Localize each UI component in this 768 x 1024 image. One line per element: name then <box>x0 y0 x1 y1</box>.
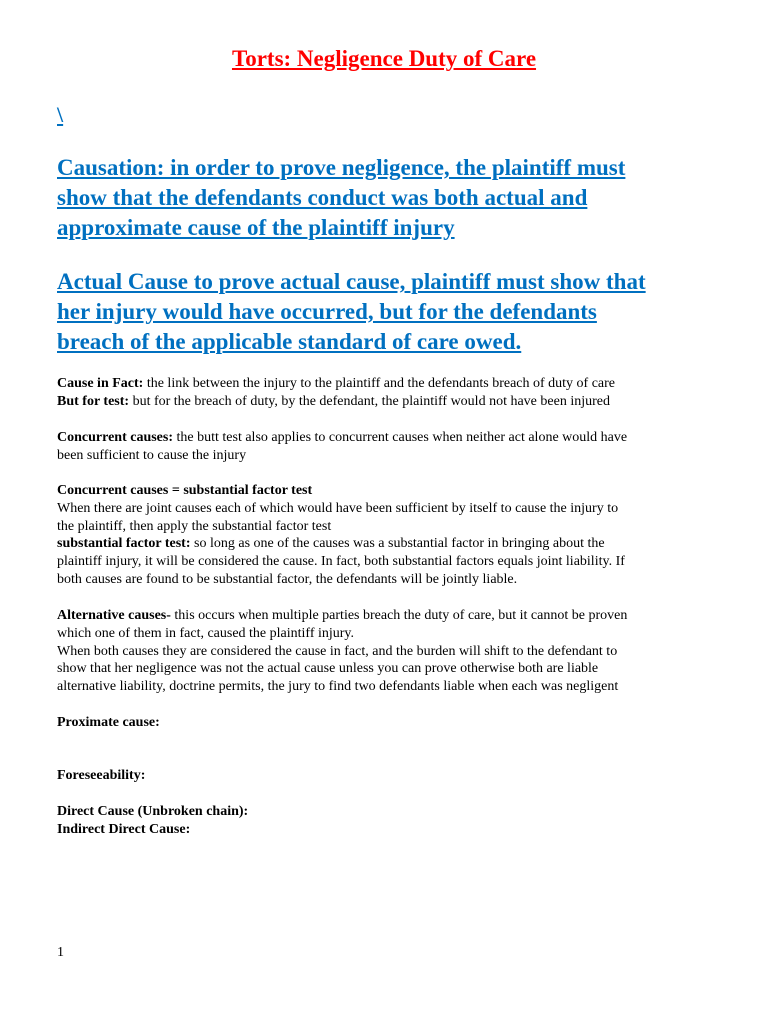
substantial-factor-test-label: substantial factor test: <box>57 536 191 552</box>
substantial-factor-heading-text: Concurrent causes = substantial factor test <box>57 483 313 498</box>
direct-cause-heading <box>57 803 737 821</box>
alternative-causes-line <box>57 607 737 625</box>
alternative-causes-paragraph <box>57 607 737 696</box>
cause-in-fact-text: the link between the injury to the plaintiff and the defendants breach of duty of care <box>143 376 616 391</box>
concurrent-causes-paragraph <box>57 429 737 465</box>
concurrent-causes-text: the butt test also applies to concurrent causes when neither act alone would have <box>173 430 628 445</box>
substantial-factor-test-line: plaintiff injury, it will be considered the cause. In fact, both substantial factors equals joint liability. If <box>57 554 625 570</box>
alternative-causes-line: alternative liability, doctrine permits, the jury to find two defendants liable when each was negligent <box>57 679 619 695</box>
but-for-test-line <box>57 393 737 411</box>
indirect-direct-cause-text: Indirect Direct Cause: <box>57 821 191 837</box>
cause-in-fact-line <box>57 375 737 393</box>
substantial-factor-test-line <box>57 535 737 553</box>
actual-cause-heading-line: her injury would have occurred, but for the defendants <box>57 299 597 324</box>
proximate-cause-heading <box>57 714 737 732</box>
page-number: 1 <box>57 945 64 960</box>
concurrent-causes-line <box>57 429 737 447</box>
causation-heading-line: Causation: in order to prove negligence, the plaintiff must <box>57 155 626 180</box>
backslash-mark: \ <box>57 102 64 127</box>
document-title: Torts: Negligence Duty of Care <box>231 46 537 71</box>
joint-causes-line: When there are joint causes each of which would have been sufficient by itself to cause the injury to <box>57 500 619 516</box>
joint-causes-line: the plaintiff, then apply the substantial factor test <box>57 518 332 534</box>
alternative-causes-line: When both causes they are considered the cause in fact, and the burden will shift to the defendant to <box>57 643 618 659</box>
causation-heading <box>57 153 737 243</box>
actual-cause-heading <box>57 267 737 357</box>
substantial-factor-test-text: so long as one of the causes was a substantial factor in bringing about the <box>190 536 605 552</box>
cause-in-fact-paragraph <box>57 375 737 411</box>
cause-in-fact-label: Cause in Fact: <box>57 376 144 391</box>
proximate-cause-text: Proximate cause: <box>57 715 160 730</box>
foreseeability-heading <box>57 767 737 785</box>
actual-cause-heading-line: Actual Cause to prove actual cause, plaintiff must show that <box>57 269 646 294</box>
foreseeability-text: Foreseeability: <box>57 768 146 783</box>
but-for-test-label: But for test: <box>57 393 130 409</box>
alternative-causes-text: this occurs when multiple parties breach the duty of care, but it cannot be proven <box>170 608 628 623</box>
causation-heading-line: approximate cause of the plaintiff injury <box>57 215 455 240</box>
substantial-factor-heading <box>57 482 737 500</box>
but-for-test-text: but for the breach of duty, by the defendant, the plaintiff would not have been injured <box>129 393 610 409</box>
alternative-causes-label: Alternative causes- <box>57 608 171 623</box>
causation-heading-line: show that the defendants conduct was both actual and <box>57 185 588 210</box>
substantial-factor-paragraph <box>57 482 737 589</box>
alternative-causes-line: which one of them in fact, caused the plaintiff injury. <box>57 625 355 641</box>
concurrent-causes-line: been sufficient to cause the injury <box>57 447 247 463</box>
indirect-direct-cause-heading <box>57 821 737 839</box>
actual-cause-heading-line: breach of the applicable standard of care owed. <box>57 329 522 354</box>
alternative-causes-line: show that her negligence was not the actual cause unless you can prove otherwise both are liable <box>57 661 599 677</box>
direct-cause-block <box>57 803 737 839</box>
substantial-factor-test-line: both causes are found to be substantial factor, the defendants will be jointly liable. <box>57 571 518 587</box>
direct-cause-text: Direct Cause (Unbroken chain): <box>57 804 249 819</box>
concurrent-causes-label: Concurrent causes: <box>57 430 174 445</box>
